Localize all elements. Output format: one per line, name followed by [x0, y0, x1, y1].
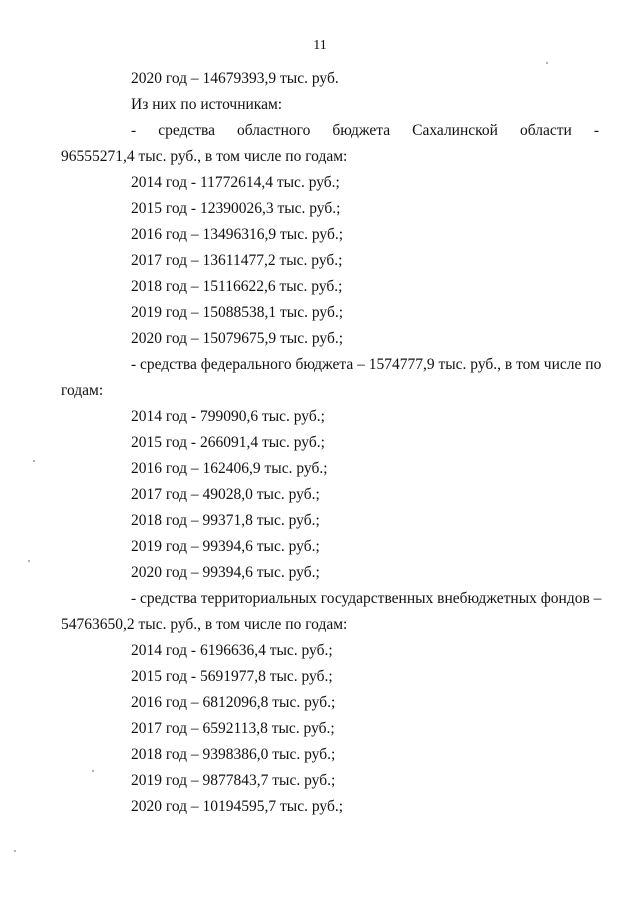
federal-year-line: 2019 год – 99394,6 тыс. руб.; [131, 538, 320, 555]
word: - [131, 122, 137, 139]
regional-year-line: 2020 год – 15079675,9 тыс. руб.; [131, 330, 344, 347]
federal-budget-line: - средства федерального бюджета – 1574777,9 тыс. руб., в том числе по [131, 356, 602, 373]
word: средства [158, 122, 216, 139]
word: бюджета [332, 122, 391, 139]
regional-year-line: 2016 год – 13496316,9 тыс. руб.; [131, 226, 344, 243]
scan-speck [92, 770, 94, 772]
funds-year-line: 2018 год – 9398386,0 тыс. руб.; [131, 746, 336, 763]
regional-year-line: 2019 год – 15088538,1 тыс. руб.; [131, 304, 344, 321]
scan-speck [33, 460, 35, 462]
funds-year-line: 2019 год – 9877843,7 тыс. руб.; [131, 772, 336, 789]
funds-year-line: 2020 год – 10194595,7 тыс. руб.; [131, 798, 344, 815]
word: области [519, 122, 572, 139]
federal-year-line: 2016 год – 162406,9 тыс. руб.; [131, 460, 328, 477]
funds-year-line: 2017 год – 6592113,8 тыс. руб.; [131, 720, 335, 737]
scan-speck [14, 850, 16, 852]
word: областного [237, 122, 311, 139]
total-2020-line: 2020 год – 14679393,9 тыс. руб. [131, 70, 339, 87]
funds-total: 54763650,2 тыс. руб., в том числе по годам: [61, 616, 348, 633]
funds-year-line: 2015 год - 5691977,8 тыс. руб.; [131, 668, 333, 685]
scan-speck [546, 62, 548, 64]
regional-budget-total: 96555271,4 тыс. руб., в том числе по годам: [61, 148, 348, 165]
federal-year-line: 2018 год – 99371,8 тыс. руб.; [131, 512, 320, 529]
regional-year-line: 2018 год – 15116622,6 тыс. руб.; [131, 278, 343, 295]
federal-year-line: 2014 год - 799090,6 тыс. руб.; [131, 408, 325, 425]
regional-year-line: 2015 год - 12390026,3 тыс. руб.; [131, 200, 341, 217]
scan-speck [28, 560, 30, 562]
regional-budget-line [131, 122, 599, 140]
regional-year-line: 2017 год – 13611477,2 тыс. руб.; [131, 252, 343, 269]
funds-year-line: 2014 год - 6196636,4 тыс. руб.; [131, 642, 333, 659]
federal-year-line: 2020 год – 99394,6 тыс. руб.; [131, 564, 320, 581]
federal-year-line: 2015 год - 266091,4 тыс. руб.; [131, 434, 325, 451]
sources-heading: Из них по источникам: [131, 96, 283, 113]
federal-year-line: 2017 год – 49028,0 тыс. руб.; [131, 486, 320, 503]
word: Сахалинской [412, 122, 498, 139]
page-number: 11 [313, 38, 327, 53]
funds-line: - средства территориальных государственных внебюджетных фондов – [131, 590, 602, 607]
funds-year-line: 2016 год – 6812096,8 тыс. руб.; [131, 694, 336, 711]
regional-year-line: 2014 год - 11772614,4 тыс. руб.; [131, 174, 340, 191]
word: - [593, 122, 599, 139]
federal-budget-continuation: годам: [61, 382, 104, 399]
